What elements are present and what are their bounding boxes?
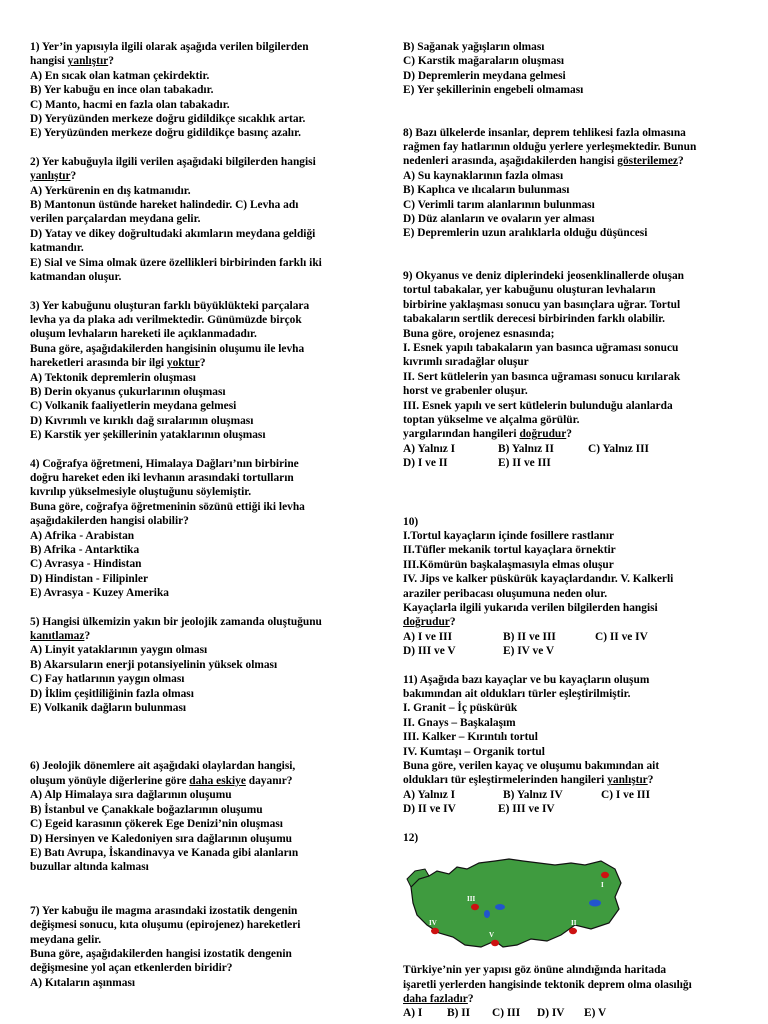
text-segment: yargılarından hangileri	[403, 428, 520, 441]
text-segment: C) Manto, hacmi en fazla olan tabakadır.	[30, 98, 230, 111]
text-segment: ?	[566, 428, 572, 441]
text-segment: araziler peribacası oluşumuna neden olur.	[403, 587, 608, 600]
text-line	[30, 399, 385, 413]
text-segment: ?	[677, 155, 684, 168]
text-line	[30, 313, 385, 327]
text-line	[30, 241, 385, 255]
underlined-keyword: daha eskiye	[189, 774, 246, 787]
text-line	[403, 773, 748, 787]
answer-option[interactable]: C) I ve III	[601, 788, 651, 801]
question-q7	[30, 904, 385, 990]
turkey-map	[405, 849, 625, 959]
answer-option[interactable]: A) I	[403, 1007, 423, 1020]
question-q4	[30, 457, 385, 601]
answer-option[interactable]: B) II ve III	[503, 630, 556, 643]
text-line	[30, 371, 385, 385]
text-line	[403, 40, 748, 54]
text-segment: B) Akarsuların enerji potansiyelinin yüksek olması	[30, 658, 278, 671]
text-line	[30, 557, 385, 571]
text-segment: I.Tortul kayaçların içinde fosillere rastlanır	[403, 529, 615, 542]
text-line	[30, 687, 385, 701]
text-segment: değişmesine yol açan etkenlerden biridir?	[30, 962, 233, 975]
text-line	[30, 860, 385, 874]
text-line	[30, 832, 385, 846]
text-line	[30, 198, 385, 212]
text-line	[30, 904, 385, 918]
answer-option[interactable]: E) V	[584, 1007, 607, 1020]
text-segment: 2) Yer kabuğuyla ilgili verilen aşağıdaki bilgilerden hangisi	[30, 155, 316, 168]
question-q11	[403, 673, 748, 817]
text-line	[30, 169, 385, 183]
underlined-keyword: daha fazladır	[403, 992, 468, 1005]
text-segment: IV. Jips ve kalker püskürük kayaçlardandır. V. Kalkerli	[403, 573, 674, 586]
map-marker-label: V	[489, 931, 495, 940]
text-segment: tabakaların sertlik derecesi birbirinden farklı olabilir.	[403, 313, 665, 326]
text-line	[30, 788, 385, 802]
text-segment: II. Sert kütlelerin yan basınca uğraması sonucu kırılarak	[403, 370, 681, 383]
answer-option[interactable]: D) IV	[537, 1007, 565, 1020]
text-segment: hareketleri arasında bir ilgi	[30, 357, 167, 370]
text-line	[30, 774, 385, 788]
text-line	[30, 112, 385, 126]
text-line	[403, 615, 748, 629]
text-line	[30, 471, 385, 485]
text-line	[30, 457, 385, 471]
answer-option[interactable]: D) III ve V	[403, 645, 456, 658]
text-segment: II.Tüfler mekanik tortul kayaçlara örnektir	[403, 544, 616, 557]
text-segment: II. Gnays – Başkalaşım	[403, 716, 516, 729]
text-line	[403, 370, 748, 384]
text-segment: ?	[449, 616, 456, 629]
text-line	[30, 69, 385, 83]
answer-options-row	[403, 442, 748, 456]
question-q2	[30, 155, 385, 285]
text-line	[403, 298, 748, 312]
map-marker-label: IV	[429, 919, 437, 928]
answer-options-row	[403, 802, 748, 816]
text-segment: horst ve grabenler oluşur.	[403, 385, 528, 398]
answer-option[interactable]: D) II ve IV	[403, 803, 456, 816]
text-line	[403, 83, 748, 97]
text-segment: D) Düz alanların ve ovaların yer alması	[403, 213, 595, 226]
answer-option[interactable]: C) Yalnız III	[588, 442, 649, 455]
answer-options-row	[403, 788, 748, 802]
text-line	[30, 643, 385, 657]
text-line	[403, 587, 748, 601]
text-segment: B) Kaplıca ve ılıcaların bulunması	[403, 184, 570, 197]
text-segment: rağmen fay hatlarının olduğu yerlere yerleşmektedir. Bunun	[403, 141, 697, 154]
text-line	[403, 384, 748, 398]
answer-options-row	[403, 644, 748, 658]
text-segment: 7) Yer kabuğu ile magma arasındaki izostatik dengenin	[30, 904, 298, 917]
text-line	[403, 745, 748, 759]
text-line	[30, 256, 385, 270]
answer-option[interactable]: A) Yalnız I	[403, 442, 456, 455]
text-line	[403, 413, 748, 427]
text-segment: hangisi	[30, 55, 68, 68]
text-line	[30, 342, 385, 356]
question-q5	[30, 615, 385, 716]
text-segment: III. Kalker – Kırıntılı tortul	[403, 731, 538, 744]
underlined-keyword: kanıtlamaz	[30, 630, 85, 643]
text-line	[403, 140, 748, 154]
answer-option[interactable]: E) III ve IV	[498, 803, 555, 816]
map-marker	[601, 872, 609, 878]
text-segment: E) Batı Avrupa, İskandinavya ve Kanada gibi alanların	[30, 846, 299, 859]
text-line	[403, 399, 748, 413]
text-line	[403, 341, 748, 355]
text-segment: Buna göre, aşağıdakilerden hangisi izostatik dengenin	[30, 947, 292, 960]
text-segment: B) Sağanak yağışların olması	[403, 41, 545, 53]
text-segment: birbirine yaklaşması sonucu yan basınçlara uğrar. Tortul	[403, 298, 681, 311]
answer-options-row	[403, 456, 748, 470]
text-segment: I. Granit – İç püskürük	[403, 702, 518, 715]
text-line	[403, 558, 748, 572]
text-line	[403, 54, 748, 68]
text-segment: IV. Kumtaşı – Organik tortul	[403, 745, 545, 758]
text-segment: toptan yükselme ve alçalma görülür.	[403, 413, 580, 426]
text-line	[30, 40, 385, 54]
answer-options-row	[403, 1006, 748, 1020]
text-line	[403, 515, 748, 529]
answer-option[interactable]: B) Yalnız IV	[503, 788, 563, 801]
text-segment: oluşum levhaların hareketi ile açıklanmadadır.	[30, 328, 257, 341]
underlined-keyword: yanlıştır	[607, 774, 648, 787]
text-segment: I. Esnek yapılı tabakaların yan basınca uğraması sonucu	[403, 341, 679, 354]
text-line	[30, 212, 385, 226]
text-segment: A) Tektonik depremlerin oluşması	[30, 371, 196, 384]
text-line	[30, 803, 385, 817]
text-line	[30, 54, 385, 68]
text-segment: III. Esnek yapılı ve sert kütlelerin bulunduğu alanlarda	[403, 399, 673, 412]
text-line	[403, 572, 748, 586]
text-segment: Kayaçlarla ilgili yukarıda verilen bilgilerden hangisi	[403, 602, 658, 614]
text-segment: D) Yatay ve dikey doğrultudaki akımların meydana geldiği	[30, 227, 316, 240]
text-line	[403, 183, 748, 197]
text-line	[403, 601, 748, 615]
text-line	[30, 428, 385, 442]
text-segment: ?	[108, 55, 114, 68]
text-segment: Buna göre, coğrafya öğretmeninin sözünü ettiği iki levha	[30, 500, 305, 513]
underlined-keyword: yanlıştır	[30, 170, 71, 183]
text-segment: nedenleri arasında, aşağıdakilerden hangisi	[403, 155, 618, 168]
text-segment: C) Avrasya - Hindistan	[30, 558, 142, 571]
text-segment: aşağıdakilerden hangisi olabilir?	[30, 515, 189, 528]
text-line	[403, 427, 748, 441]
text-segment: D) Depremlerin meydana gelmesi	[403, 69, 566, 82]
text-segment: oluşum yönüyle diğerlerine göre	[30, 774, 190, 787]
text-segment: A) Yerkürenin en dış katmanıdır.	[30, 184, 191, 197]
text-segment: 5) Hangisi ülkemizin yakın bir jeolojik zamanda oluştuğunu	[30, 615, 322, 628]
text-line	[403, 269, 748, 283]
text-segment: tortul tabakalar, yer kabuğunu oluşturan levhaların	[403, 284, 656, 297]
text-segment: ?	[467, 992, 474, 1005]
text-line	[403, 283, 748, 297]
text-segment: 4) Coğrafya öğretmeni, Himalaya Dağları’nın birbirine	[30, 457, 299, 470]
text-segment: C) Egeid karasının çökerek Ege Denizi’nin oluşması	[30, 818, 283, 831]
text-line	[30, 846, 385, 860]
text-line	[30, 976, 385, 990]
text-segment: levha ya da plaka adı verilmektedir. Günümüzde birçok	[30, 313, 302, 326]
text-line	[403, 126, 748, 140]
text-segment: D) Hindistan - Filipinler	[30, 572, 149, 585]
text-segment: III.Kömürün başkalaşmasıyla elmas oluşur	[403, 558, 614, 571]
text-segment: kıvrımlı sıradağlar oluşur	[403, 356, 529, 369]
text-line	[30, 961, 385, 975]
text-segment: Buna göre, verilen kayaç ve oluşumu bakımından ait	[403, 760, 660, 773]
text-segment: A) Afrika - Arabistan	[30, 529, 135, 542]
question-q6	[30, 759, 385, 874]
answer-option[interactable]: D) I ve II	[403, 457, 448, 470]
text-segment: 6) Jeolojik dönemlere ait aşağıdaki olaylardan hangisi,	[30, 760, 296, 773]
answer-option[interactable]: A) Yalnız I	[403, 788, 456, 801]
map-marker	[491, 940, 499, 946]
text-segment: E) Avrasya - Kuzey Amerika	[30, 587, 169, 600]
text-segment: verilen parçalardan meydana gelir.	[30, 213, 201, 226]
text-segment: C) Verimli tarım alanlarının bulunması	[403, 198, 595, 211]
text-segment: işaretli yerlerden hangisinde tektonik deprem olma olasılığı	[403, 978, 692, 991]
text-segment: E) Karstik yer şekillerinin yataklarının oluşması	[30, 429, 266, 442]
left-column	[30, 40, 385, 990]
question-q9	[403, 269, 748, 471]
text-line	[30, 918, 385, 932]
text-segment: C) Karstik mağaraların oluşması	[403, 55, 565, 68]
text-segment: E) Depremlerin uzun aralıklarla olduğu düşüncesi	[403, 227, 648, 240]
text-line	[30, 270, 385, 284]
text-line	[403, 992, 748, 1006]
text-line	[30, 615, 385, 629]
question-q10	[403, 515, 748, 659]
text-line	[30, 586, 385, 600]
answer-option[interactable]: C) III	[492, 1007, 521, 1020]
text-segment: ?	[199, 357, 206, 370]
text-line	[30, 629, 385, 643]
text-segment: meydana gelir.	[30, 933, 102, 946]
text-segment: 12)	[403, 831, 419, 844]
text-segment: Buna göre, aşağıdakilerden hangisinin oluşumu ile levha	[30, 342, 305, 355]
text-segment: A) Linyit yataklarının yaygın olması	[30, 644, 208, 657]
text-line	[403, 701, 748, 715]
text-line	[403, 978, 748, 992]
answer-option[interactable]: B) II	[447, 1007, 471, 1020]
map-marker	[569, 928, 577, 934]
text-segment: E) Yeryüzünden merkeze doğru gidildikçe basınç azalır.	[30, 127, 301, 140]
text-line	[30, 514, 385, 528]
question-q3	[30, 299, 385, 443]
lake	[495, 904, 505, 910]
text-segment: A) En sıcak olan katman çekirdektir.	[30, 69, 210, 82]
text-line	[30, 529, 385, 543]
text-line	[403, 327, 748, 341]
text-segment: A) Alp Himalaya sıra dağlarının oluşumu	[30, 789, 232, 802]
text-segment: B) Mantonun üstünde hareket halindedir. C) Levha adı	[30, 199, 299, 212]
text-line	[403, 212, 748, 226]
text-line	[30, 817, 385, 831]
text-line	[403, 226, 748, 240]
text-segment: buzullar altında kalması	[30, 861, 149, 874]
text-line	[30, 759, 385, 773]
text-segment: ?	[647, 774, 654, 787]
text-line	[30, 83, 385, 97]
underlined-keyword: gösterilemez	[617, 155, 678, 168]
text-segment: D) Kıvrımlı ve kırıklı dağ sıralarının oluşması	[30, 414, 254, 427]
text-segment: Türkiye’nin yer yapısı göz önüne alındığında haritada	[403, 964, 667, 977]
text-segment: A) Kıtaların aşınması	[30, 976, 136, 989]
text-line	[30, 227, 385, 241]
text-segment: 11) Aşağıda bazı kayaçlar ve bu kayaçların oluşum	[403, 673, 650, 686]
text-line	[403, 355, 748, 369]
text-line	[403, 673, 748, 687]
text-line	[30, 414, 385, 428]
question-q8	[403, 126, 748, 241]
lake	[589, 900, 601, 907]
text-segment: bakımından ait oldukları türler eşleştirilmiştir.	[403, 688, 631, 701]
text-line	[30, 947, 385, 961]
answer-option[interactable]: B) Yalnız II	[498, 442, 554, 455]
text-line	[403, 543, 748, 557]
text-line	[403, 198, 748, 212]
text-line	[403, 831, 748, 845]
map-marker	[471, 904, 479, 910]
text-line	[403, 169, 748, 183]
text-segment: D) Yeryüzünden merkeze doğru gidildikçe sıcaklık artar.	[30, 113, 306, 126]
text-line	[30, 126, 385, 140]
map-marker-label: I	[601, 881, 604, 890]
underlined-keyword: yoktur	[166, 357, 200, 370]
text-line	[30, 184, 385, 198]
text-line	[403, 687, 748, 701]
text-segment: C) Volkanik faaliyetlerin meydana gelmesi	[30, 400, 237, 413]
text-segment: B) Yer kabuğu en ince olan tabakadır.	[30, 84, 214, 97]
text-segment: 10)	[403, 515, 419, 528]
underlined-keyword: doğrudur	[403, 616, 450, 629]
text-segment: katmandır.	[30, 242, 84, 255]
text-segment: 3) Yer kabuğunu oluşturan farklı büyüklükteki parçalara	[30, 299, 310, 312]
map-marker-label: III	[467, 895, 476, 904]
map-marker	[431, 928, 439, 934]
text-line	[403, 963, 748, 977]
text-segment: C) Fay hatlarının yaygın olması	[30, 673, 185, 686]
text-segment: 8) Bazı ülkelerde insanlar, deprem tehlikesi fazla olmasına	[403, 126, 686, 139]
text-line	[30, 299, 385, 313]
text-segment: katmandan oluşur.	[30, 271, 122, 284]
answer-option[interactable]: C) II ve IV	[595, 630, 648, 643]
text-line	[30, 98, 385, 112]
answer-option[interactable]: E) IV ve V	[503, 645, 555, 658]
right-column	[403, 40, 748, 1021]
text-segment: B) Afrika - Antarktika	[30, 544, 140, 556]
text-line	[30, 658, 385, 672]
text-segment: B) İstanbul ve Çanakkale boğazlarının oluşumu	[30, 803, 263, 816]
text-segment: E) Yer şekillerinin engebeli olmaması	[403, 84, 584, 97]
text-line	[30, 155, 385, 169]
text-segment: ?	[84, 630, 91, 643]
text-line	[30, 543, 385, 557]
answer-options-row	[403, 630, 748, 644]
text-line	[403, 154, 748, 168]
text-line	[403, 529, 748, 543]
text-line	[30, 572, 385, 586]
question-q12	[403, 831, 748, 1021]
text-segment: kıvrılıp yükselmesiyle oluştuğunu söylemiştir.	[30, 486, 252, 499]
map-marker-label: II	[571, 919, 577, 928]
text-line	[403, 312, 748, 326]
text-line	[30, 385, 385, 399]
text-segment: D) Hersinyen ve Kaledoniyen sıra dağlarının oluşumu	[30, 832, 293, 845]
text-segment: oldukları tür eşleştirmelerinden hangileri	[403, 774, 608, 787]
text-segment: 1) Yer’in yapısıyla ilgili olarak aşağıda verilen bilgilerden	[30, 41, 309, 53]
answer-option[interactable]: E) II ve III	[498, 457, 551, 470]
text-line	[30, 933, 385, 947]
underlined-keyword: yanlıştır	[67, 55, 109, 68]
text-segment: doğru hareket eden iki levhanın arasındaki tortulların	[30, 471, 294, 484]
text-segment: değişmesi sonucu, kıta oluşumu (epirojenez) hareketleri	[30, 919, 301, 932]
underlined-keyword: doğrudur	[519, 428, 567, 441]
text-line	[403, 730, 748, 744]
text-segment: Buna göre, orojenez esnasında;	[403, 327, 555, 340]
text-segment: D) İklim çeşitliliğinin fazla olması	[30, 687, 194, 700]
text-segment: E) Sial ve Sima olmak üzere özellikleri birbirinden farklı iki	[30, 256, 322, 269]
text-segment: A) Su kaynaklarının fazla olması	[403, 169, 564, 182]
text-segment: E) Volkanik dağların bulunması	[30, 702, 187, 715]
text-line	[30, 485, 385, 499]
text-line	[403, 716, 748, 730]
text-line	[403, 759, 748, 773]
text-line	[30, 500, 385, 514]
text-segment: dayanır?	[245, 774, 293, 787]
text-segment: 9) Okyanus ve deniz diplerindeki jeosenklinallerde oluşan	[403, 269, 685, 282]
text-line	[30, 327, 385, 341]
text-line	[30, 356, 385, 370]
text-line	[30, 672, 385, 686]
question-q7b	[403, 40, 748, 98]
question-q1	[30, 40, 385, 141]
text-segment: B) Derin okyanus çukurlarının oluşması	[30, 385, 226, 398]
text-line	[403, 69, 748, 83]
text-segment: ?	[70, 170, 77, 183]
lake	[484, 910, 490, 918]
answer-option[interactable]: A) I ve III	[403, 630, 453, 643]
text-line	[30, 701, 385, 715]
